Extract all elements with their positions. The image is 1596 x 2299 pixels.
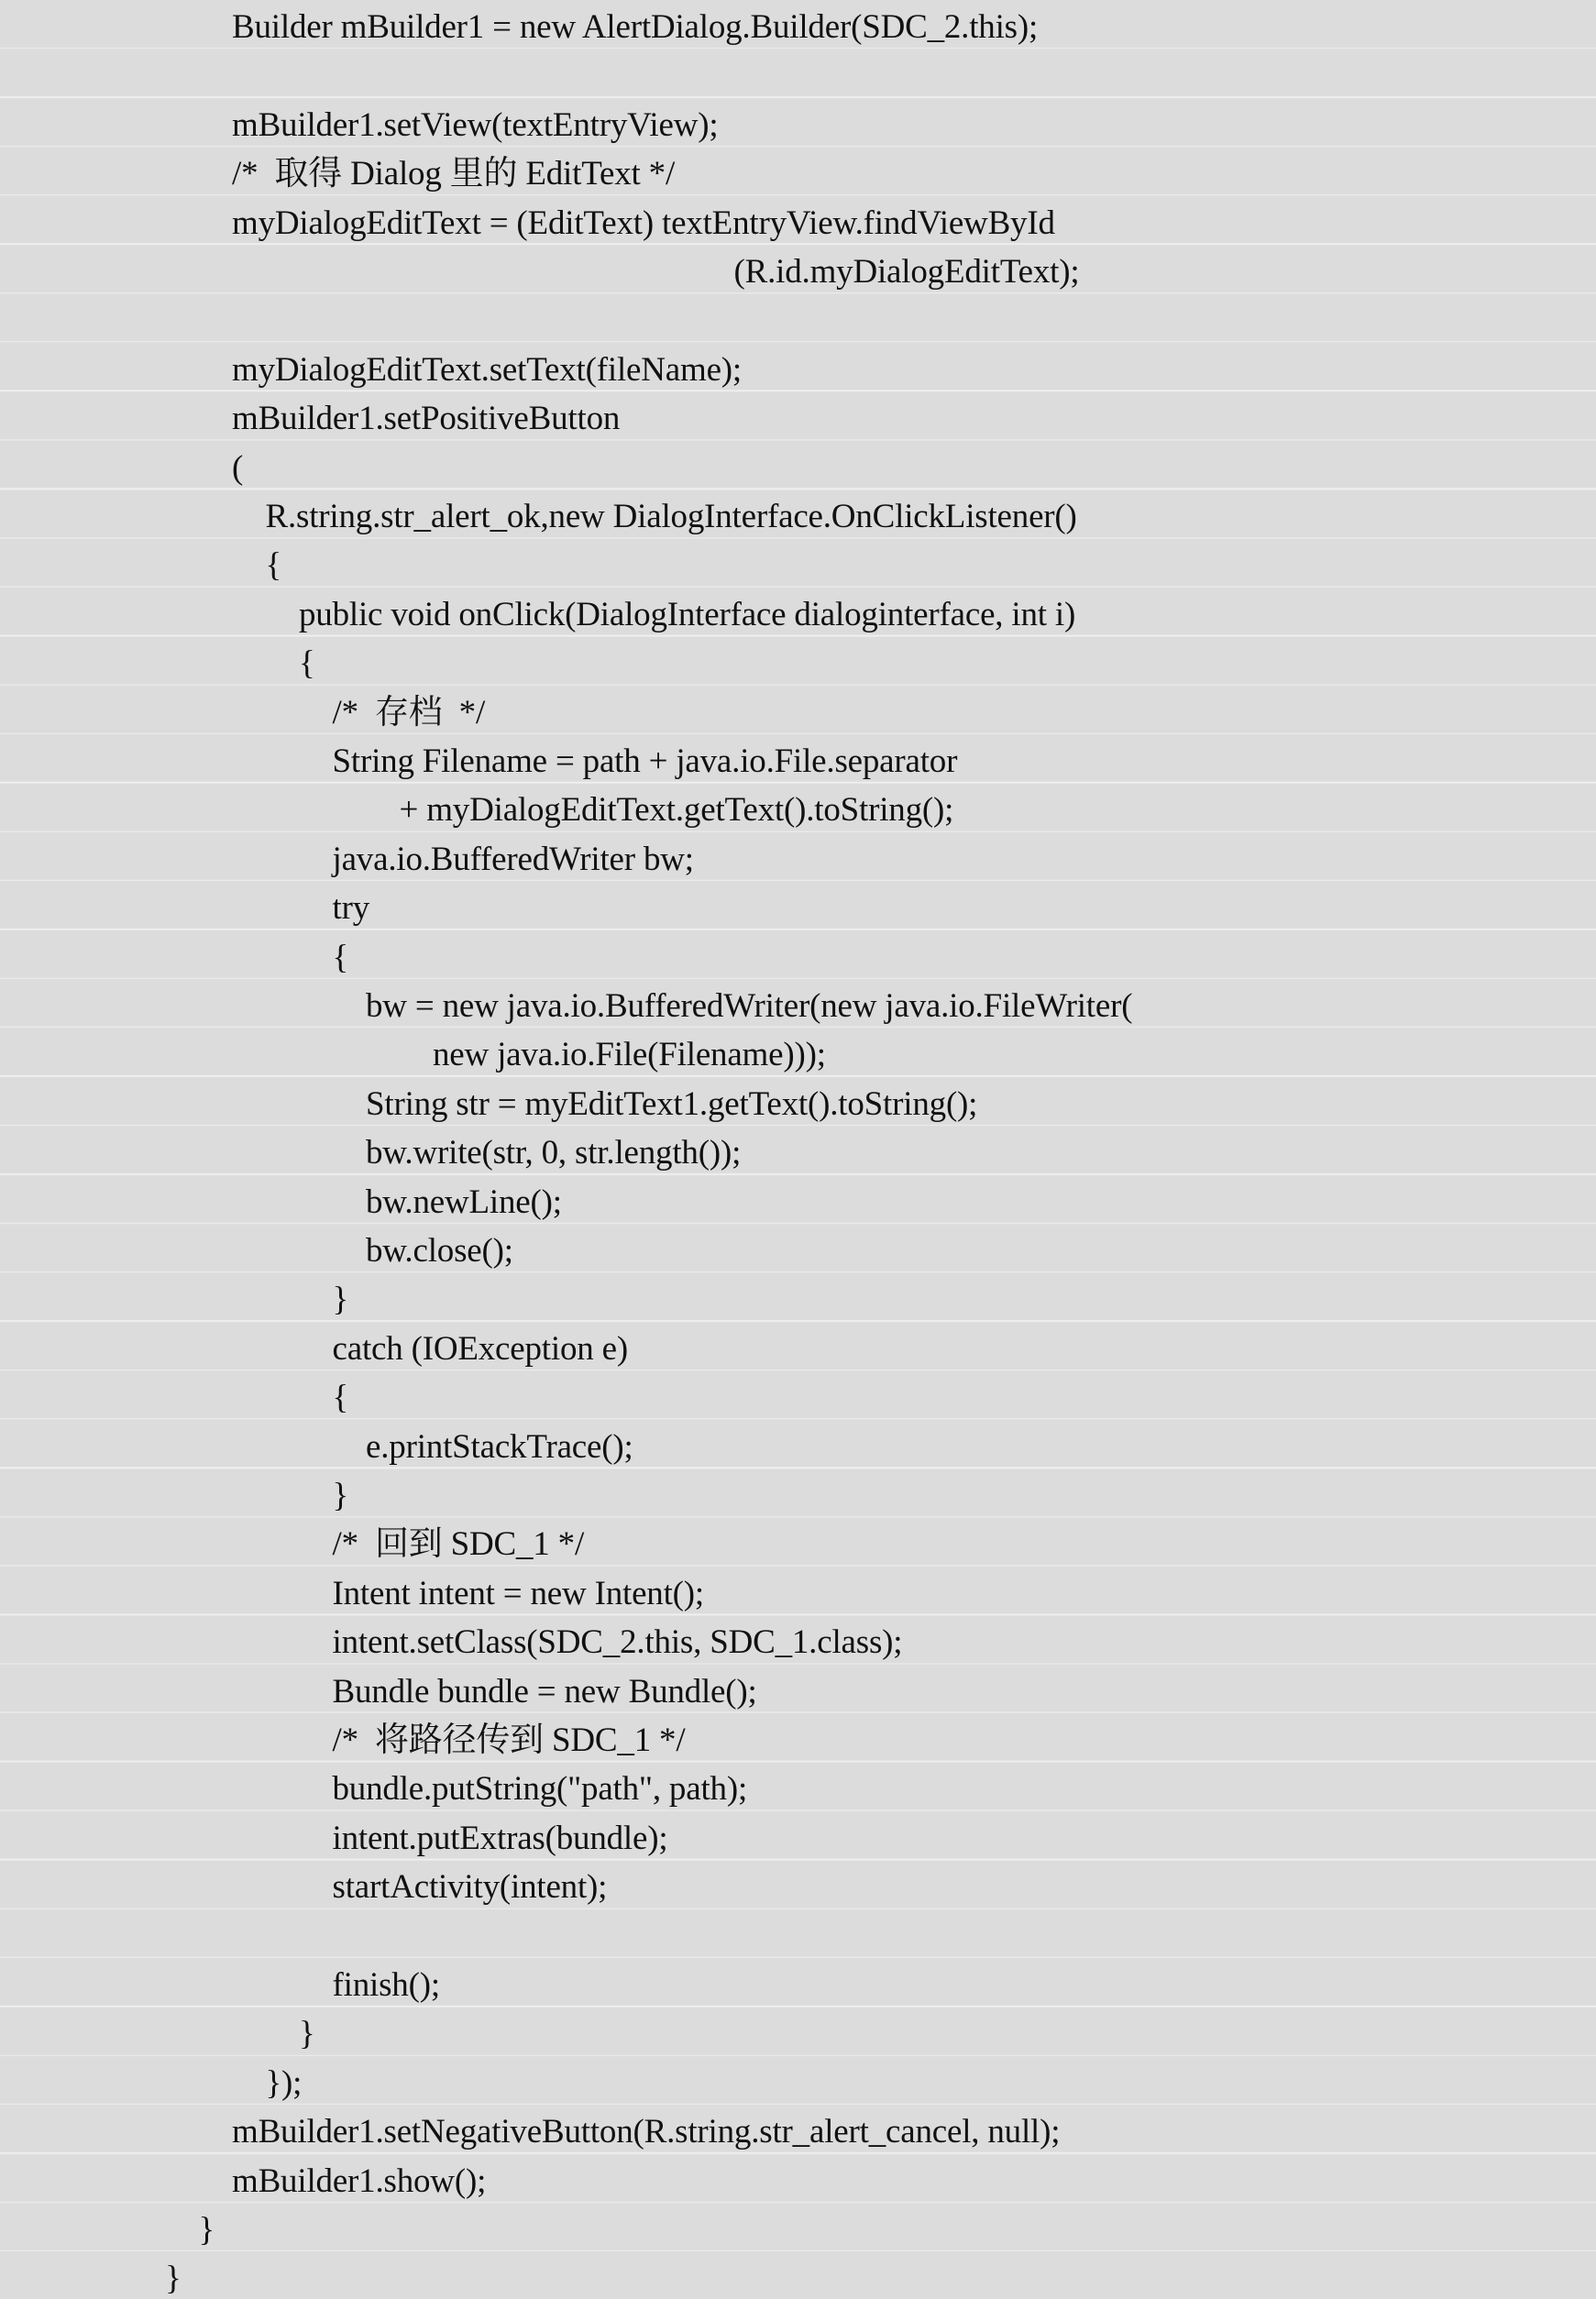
code-line: { — [332, 938, 349, 976]
code-line: finish(); — [332, 1966, 440, 2004]
code-line: bw.close(); — [366, 1232, 513, 1270]
code-line: R.string.str_alert_ok,new DialogInterface.OnClickListener() — [265, 498, 1077, 535]
code-line: new java.io.File(Filename))); — [433, 1036, 826, 1074]
code-line: bw.newLine(); — [366, 1182, 562, 1221]
code-line: startActivity(intent); — [332, 1868, 608, 1907]
code-line: String str = myEditText1.getText().toString(); — [366, 1084, 978, 1123]
code-line: { — [332, 1379, 349, 1417]
code-line: Intent intent = new Intent(); — [332, 1574, 704, 1612]
code-line: public void onClick(DialogInterface dialoginterface, int i) — [299, 595, 1076, 633]
code-line: java.io.BufferedWriter bw; — [332, 840, 694, 878]
code-line: /* 将路径传到 SDC_1 */ — [332, 1722, 686, 1759]
code-line: } — [198, 2211, 215, 2249]
code-line: try — [332, 889, 370, 928]
code-line: mBuilder1.setPositiveButton — [232, 400, 621, 438]
code-line: } — [165, 2260, 182, 2298]
code-line: /* 取得 Dialog 里的 EditText */ — [232, 155, 676, 193]
code-line: + myDialogEditText.getText().toString(); — [399, 791, 954, 830]
code-line: catch (IOException e) — [332, 1329, 628, 1368]
code-line: } — [332, 1477, 349, 1514]
code-line: intent.putExtras(bundle); — [332, 1819, 668, 1857]
code-line: e.printStackTrace(); — [366, 1427, 633, 1466]
code-line: bw.write(str, 0, str.length()); — [366, 1134, 742, 1172]
code-line: myDialogEditText = (EditText) textEntryView.findViewById — [232, 204, 1055, 242]
code-line: (R.id.myDialogEditText); — [733, 253, 1080, 291]
code-line: { — [299, 644, 315, 683]
code-line: myDialogEditText.setText(fileName); — [232, 350, 743, 389]
code-line: /* 回到 SDC_1 */ — [332, 1525, 585, 1564]
code-line: }); — [265, 2063, 303, 2102]
code-line: mBuilder1.setView(textEntryView); — [232, 105, 719, 144]
code-line: } — [299, 2015, 315, 2053]
code-line: ( — [232, 448, 244, 487]
code-line: { — [265, 546, 282, 585]
code-line: /* 存档 */ — [332, 693, 486, 732]
code-line: bundle.putString("path", path); — [332, 1770, 748, 1809]
code-line: Bundle bundle = new Bundle(); — [332, 1672, 757, 1710]
code-line: Builder mBuilder1 = new AlertDialog.Builder(SDC_2.this); — [232, 8, 1039, 46]
code-line: String Filename = path + java.io.File.separator — [332, 742, 958, 780]
code-line: mBuilder1.show(); — [232, 2162, 487, 2200]
code-line: bw = new java.io.BufferedWriter(new java.io.FileWriter( — [366, 987, 1133, 1025]
code-line: } — [332, 1281, 349, 1319]
code-line: intent.setClass(SDC_2.this, SDC_1.class); — [332, 1623, 903, 1662]
code-line: mBuilder1.setNegativeButton(R.string.str_alert_cancel, null); — [232, 2113, 1061, 2151]
